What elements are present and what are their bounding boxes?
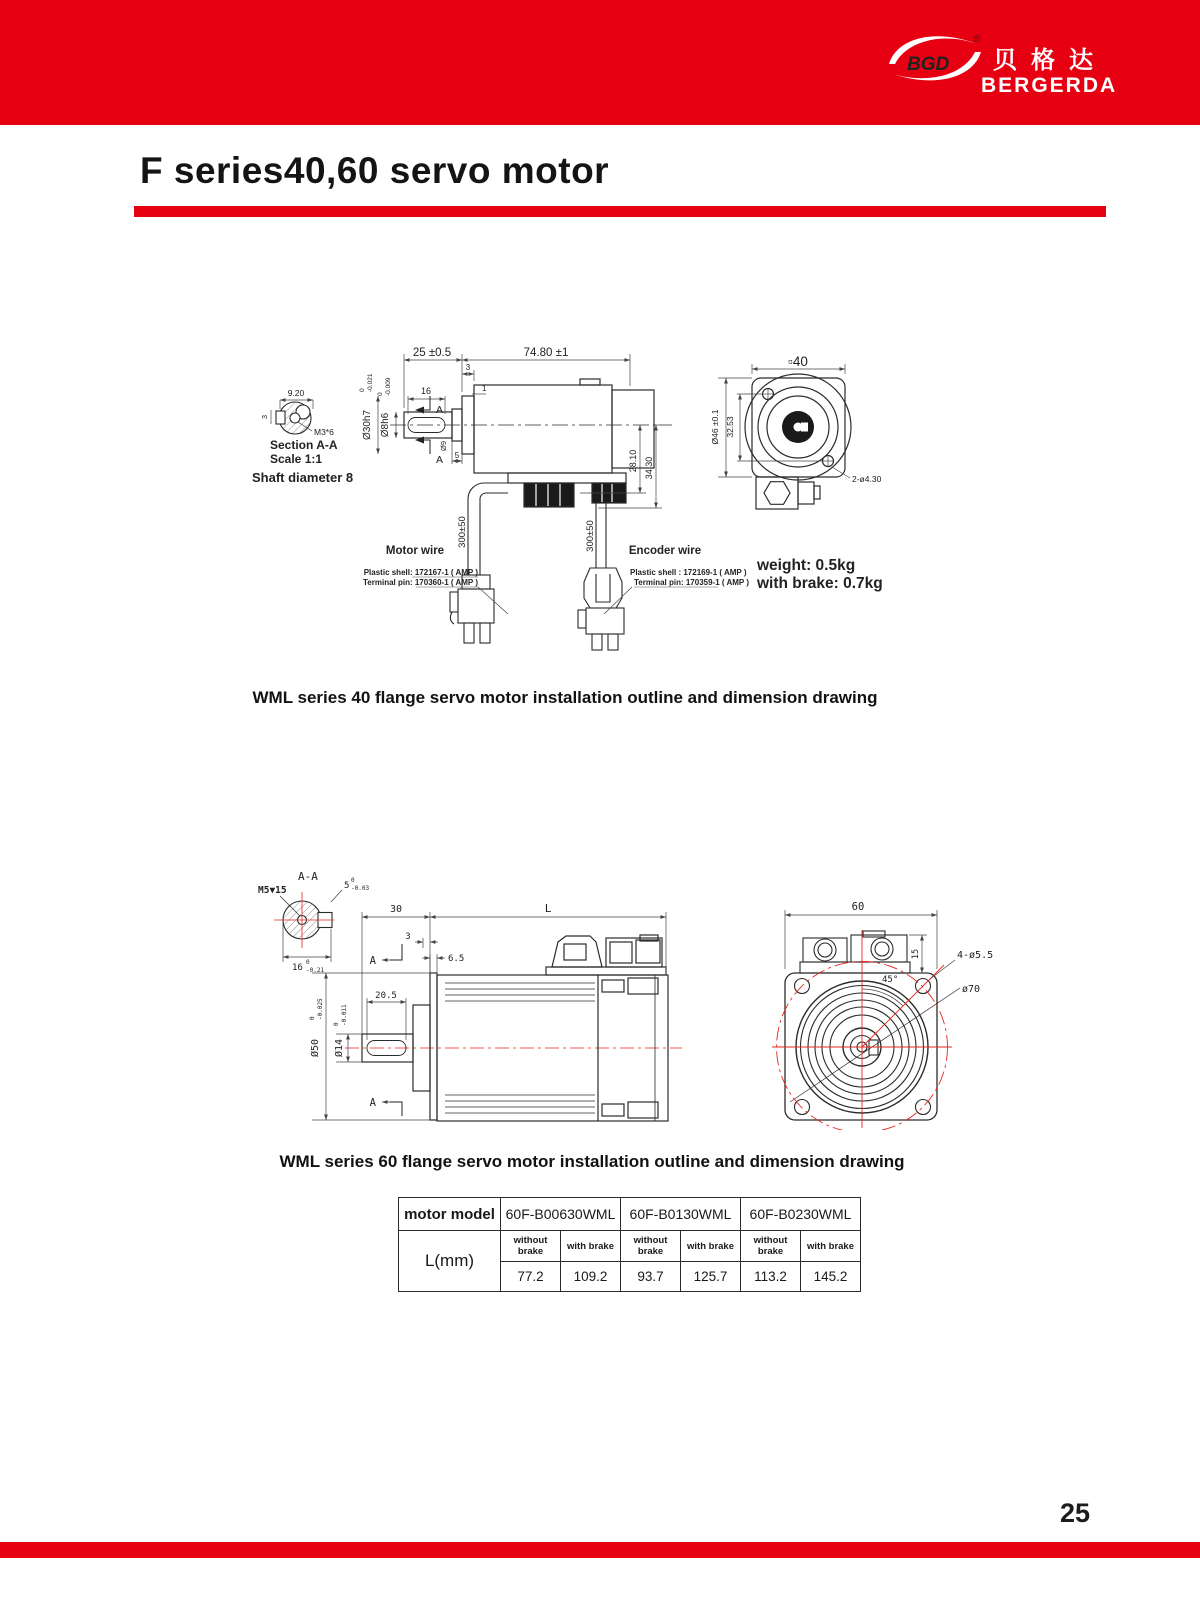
page-title: F series40,60 servo motor xyxy=(140,150,610,191)
caption-40: WML series 40 flange servo motor installation outline and dimension drawing xyxy=(252,688,878,707)
dim-keyw-60: 5 xyxy=(344,881,350,891)
motor-60-front-view xyxy=(785,931,960,1120)
sub-header-with-brake: with brake xyxy=(801,1231,861,1262)
section-aa-detail-40 xyxy=(276,402,312,434)
section-arrow-a-bottom-60: A xyxy=(369,1097,376,1109)
dim-front-30-60: 30 xyxy=(389,904,403,915)
dim-thread-40: M3*6 xyxy=(314,427,334,437)
dim-pilot-70-60: ø70 xyxy=(962,984,981,995)
dim-keyw-hi-60: 0 xyxy=(351,877,355,884)
dim-shaft-length-40: 25 ±0.5 xyxy=(412,347,452,359)
dim-keyd-60: 16 xyxy=(292,963,303,973)
dim-d50-60: Ø50 xyxy=(310,1038,321,1058)
dim-step3-40: 3 xyxy=(465,363,471,372)
encoder-wire-title: Encoder wire xyxy=(628,545,702,557)
sub-header-with-brake: with brake xyxy=(561,1231,621,1262)
dim-angle-45-60: 45° xyxy=(882,975,899,985)
length-value: 125.7 xyxy=(681,1262,741,1292)
weight-brake-note: with brake: 0.7kg xyxy=(757,575,883,592)
thread-callout-60: M5▼15 xyxy=(258,885,287,896)
sub-header-without-brake: without brake xyxy=(621,1231,681,1262)
bgd-emblem-icon xyxy=(885,30,985,92)
shaft-note-40: Shaft diameter 8 xyxy=(252,470,354,485)
dim-cable-length-encoder: 300±50 xyxy=(585,520,596,552)
section-arrow-a-top-40: A xyxy=(436,404,444,416)
dim-holes-55-60: 4-ø5.5 xyxy=(957,950,994,961)
page-number: 25 xyxy=(1059,1498,1091,1528)
dim-d14-60: Ø14 xyxy=(334,1038,345,1058)
dim-d14-hi-60: 0 xyxy=(333,1022,340,1026)
title-underline xyxy=(134,206,1106,217)
dim-L-60: L xyxy=(544,902,552,915)
dim-d30-hi-40: 0 xyxy=(359,388,366,392)
dim-key-205-60: 20.5 xyxy=(375,991,397,1001)
motor-wire-pin: Terminal pin: 170360-1 ( AMP ) xyxy=(363,578,478,587)
dim-d9-40: Ø9 xyxy=(439,440,448,452)
weight-note: weight: 0.5kg xyxy=(757,557,856,574)
dim-conn-15-60: 15 xyxy=(911,948,921,960)
dim-d30-lo-40: -0.021 xyxy=(367,373,374,392)
dim-h28-40: 28.10 xyxy=(628,449,638,473)
dim-lines-60 xyxy=(312,912,666,1120)
dim-h34-40: 34.30 xyxy=(644,456,654,480)
model-60F-B00630WML: 60F-B00630WML xyxy=(501,1198,621,1231)
dim-step3-60: 3 xyxy=(405,932,411,942)
motor-60-side-view xyxy=(345,935,682,1121)
dim-body-length-40: 74.80 ±1 xyxy=(523,347,569,359)
length-value: 93.7 xyxy=(621,1262,681,1292)
dim-square-60: 60 xyxy=(851,901,865,913)
motor-wire-shell: Plastic shell: 172167-1 ( AMP ) xyxy=(363,568,478,577)
dim-keyd-lo-60: -0.21 xyxy=(306,967,325,974)
model-60F-B0230WML: 60F-B0230WML xyxy=(741,1198,861,1231)
dimension-table xyxy=(398,1197,861,1292)
header-band xyxy=(0,0,1200,125)
length-value: 145.2 xyxy=(801,1262,861,1292)
dim-d8-lo-40: -0.009 xyxy=(385,377,392,396)
brand-logo xyxy=(885,30,1125,110)
dim-d8-hi-40: 0 xyxy=(377,392,384,396)
section-arrow-a-bottom-40: A xyxy=(436,454,444,466)
sub-header-without-brake: without brake xyxy=(741,1231,801,1262)
logo-bgd-text: BGD xyxy=(907,54,950,75)
dim-cable-length-motor: 300±50 xyxy=(457,516,468,548)
dim-section-width-40: 9.20 xyxy=(287,388,305,398)
encoder-wire-shell: Plastic shell : 172169-1 ( AMP ) xyxy=(630,568,747,577)
dim-d14-lo-60: -0.011 xyxy=(341,1004,348,1026)
dim-holes-430: 2-ø4.30 xyxy=(852,474,882,484)
logo-chinese: 贝格达 xyxy=(993,47,1107,74)
motor-cable-40 xyxy=(450,483,508,643)
front-dim-lines-60 xyxy=(785,910,955,979)
dim-d50-lo-60: -0.025 xyxy=(317,998,324,1020)
dim-d50-hi-60: 0 xyxy=(309,1016,316,1020)
dim-flange-65-60: 6.5 xyxy=(448,954,465,964)
row-header-length: L(mm) xyxy=(399,1231,501,1292)
dim-collar-40: 5 xyxy=(454,451,460,460)
dim-pitch-3253: 32.53 xyxy=(725,416,735,438)
dim-d46: Ø46 ±0.1 xyxy=(710,409,720,445)
sub-header-without-brake: without brake xyxy=(501,1231,561,1262)
length-value: 109.2 xyxy=(561,1262,621,1292)
dim-square40: ▫40 xyxy=(788,354,808,369)
length-value: 77.2 xyxy=(501,1262,561,1292)
section-scale-40: Scale 1:1 xyxy=(270,452,323,466)
section-arrow-a-top-60: A xyxy=(369,955,376,967)
dim-step1-40: 1 xyxy=(482,384,487,393)
section-title-60: A-A xyxy=(298,870,318,883)
length-value: 113.2 xyxy=(741,1262,801,1292)
dim-d8-40: Ø8h6 xyxy=(380,412,391,438)
drawing-40-flange xyxy=(240,330,1120,670)
caption-60: WML series 60 flange servo motor installation outline and dimension drawing xyxy=(279,1152,905,1171)
drawing-60-flange xyxy=(230,830,1030,1135)
table-row xyxy=(399,1198,861,1231)
dim-keyd-hi-60: 0 xyxy=(306,959,310,966)
dim-key-length-40: 16 xyxy=(420,386,432,396)
dim-section-height-40: 3 xyxy=(260,414,269,420)
sub-header-with-brake: with brake xyxy=(681,1231,741,1262)
logo-wordmark: BERGERDA xyxy=(981,74,1118,97)
dim-d30-40: Ø30h7 xyxy=(362,409,373,441)
encoder-wire-pin: Terminal pin: 170359-1 ( AMP ) xyxy=(634,578,749,587)
dim-keyw-lo-60: -0.03 xyxy=(351,885,370,892)
motor-wire-title: Motor wire xyxy=(385,545,445,557)
footer-band xyxy=(0,1542,1200,1558)
registered-mark: ® xyxy=(973,34,981,45)
model-60F-B0130WML: 60F-B0130WML xyxy=(621,1198,741,1231)
motor-40-side-view xyxy=(390,379,672,507)
section-title-40: Section A-A xyxy=(270,438,338,452)
table-row xyxy=(399,1231,861,1262)
col-header-motor-model: motor model xyxy=(399,1198,501,1231)
